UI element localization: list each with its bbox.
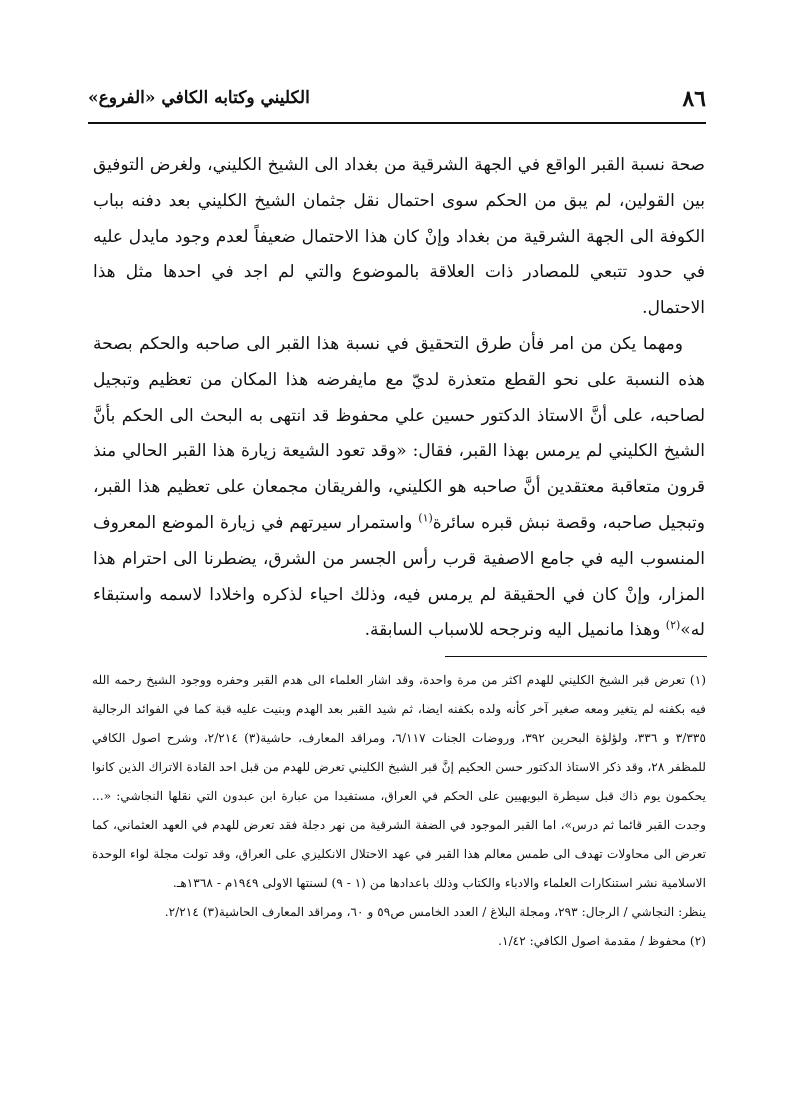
main-text [93, 148, 705, 649]
footnote-2: (٢) محفوظ / مقدمة اصول الكافي: ١/٤٢. [498, 934, 706, 948]
paragraph-2-part-1: ومهما يكن من امر فأن طرق التحقيق في نسبة هذا القبر الى صاحبه والحكم بصحة هذه النسبة على نحو القطع متعذرة لديّ مع مايفرضه هذا المكان من تعظيم وتبجيل لصاحبه، على أنَّ الاستاذ الدكتور حسين علي محفوظ قد انتهى به البحث الى الحكم بأنَّ الشيخ الكليني لم يرمس بهذا القبر، فقال: «وقد تعود الشيعة زيارة هذا القبر الحالي منذ قرون متعاقبة معتقدين أنَّ صاحبه هو الكليني، والفريقان مجمعان على تعظيم هذا القبر، وتبجيل صاحبه، وقصة نبش قبره سائرة [93, 333, 705, 533]
paragraph-2-part-3: وهذا مانميل اليه ونرجحه للاسباب السابقة. [364, 620, 666, 641]
page-number: ٨٦ [682, 86, 706, 112]
page-header [88, 86, 706, 116]
paragraph-2-part-2: واستمرار سيرتهم في زيارة الموضع المعروف المنسوب اليه في جامع الاصفية قرب رأس الجسر من الشرق، يضطرنا الى احترام هذا المزار، وإنْ كان في الحقيقة لم يرمس فيه، وذلك احياء لذكره واخلادا لاسمه واستبقاء له» [93, 512, 705, 641]
paragraph-2 [93, 327, 705, 649]
paragraph-1: صحة نسبة القبر الواقع في الجهة الشرقية من بغداد الى الشيخ الكليني، ولغرض التوفيق بين القولين، لم يبق من الحكم سوى احتمال نقل جثمان الشيخ الكليني بعد دفنه بباب الكوفة الى الجهة الشرقية من بغداد وإنْ كان هذا الاحتمال ضعيفاً لعدم وجود مايدل عليه في حدود تتبعي للمصادر ذات العلاقة بالموضوع والتي لم اجد في احدها مثل هذا الاحتمال. [93, 155, 705, 319]
header-rule [88, 122, 706, 124]
footnote-ref-1: (١) [418, 511, 433, 525]
footnote-separator [445, 656, 707, 657]
footnotes [92, 666, 706, 956]
running-title: الكليني وكتابه الكافي «الفروع» [88, 88, 310, 108]
footnote-ref-2: (٢) [665, 618, 681, 632]
footnote-1-sources: ينظر: النجاشي / الرجال: ٢٩٣، ومجلة البلاغ / العدد الخامس ص٥٩ و ٦٠، ومراقد المعارف الحاشية(٣) ٢/٢١٤. [164, 905, 706, 919]
footnote-1: (١) تعرض قبر الشيخ الكليني للهدم اكثر من مرة واحدة، وقد اشار العلماء الى هدم القبر وحفره ووجود الشيخ رحمه الله فيه بكفنه لم يتغير ومعه صغير آخر كأنه ولده بكفنه ايضا، ثم شيد القبر بعد الهدم وبنيت عليه قبة كما في الفوائد الرجالية ٣/٣٣٥ و ٣٣٦، ولؤلؤة البحرين ٣٩٢، وروضات الجنات ٦/١١٧، ومراقد المعارف، حاشية(٣) ٢/٢١٤، وشرح اصول الكافي للمظفر ٢٨، وقد ذكر الاستاذ الدكتور حسن الحكيم إنَّ قبر الشيخ الكليني تعرض للهدم من قبل احد القادة الاتراك الذين كانوا يحكمون يوم ذاك قبل سيطرة البويهيين على الحكم في العراق، مستفيدا من عبارة ابن عبدون التي نقلها النجاشي: «... وجدت القبر قائما ثم درس»، اما القبر الموجود في الضفة الشرقية من نهر دجلة فقد تعرض للهدم في العهد العثماني، كما تعرض الى محاولات تهدف الى طمس معالم هذا القبر في عهد الاحتلال الانكليزي على العراق، وقد تولت مجلة لواء الوحدة الاسلامية نشر استنكارات العلماء والادباء والكتاب وذلك باعدادها من (١ - ٩) لسنتها الاولى ١٩٤٩م - ١٣٦٨هـ. [92, 673, 706, 890]
